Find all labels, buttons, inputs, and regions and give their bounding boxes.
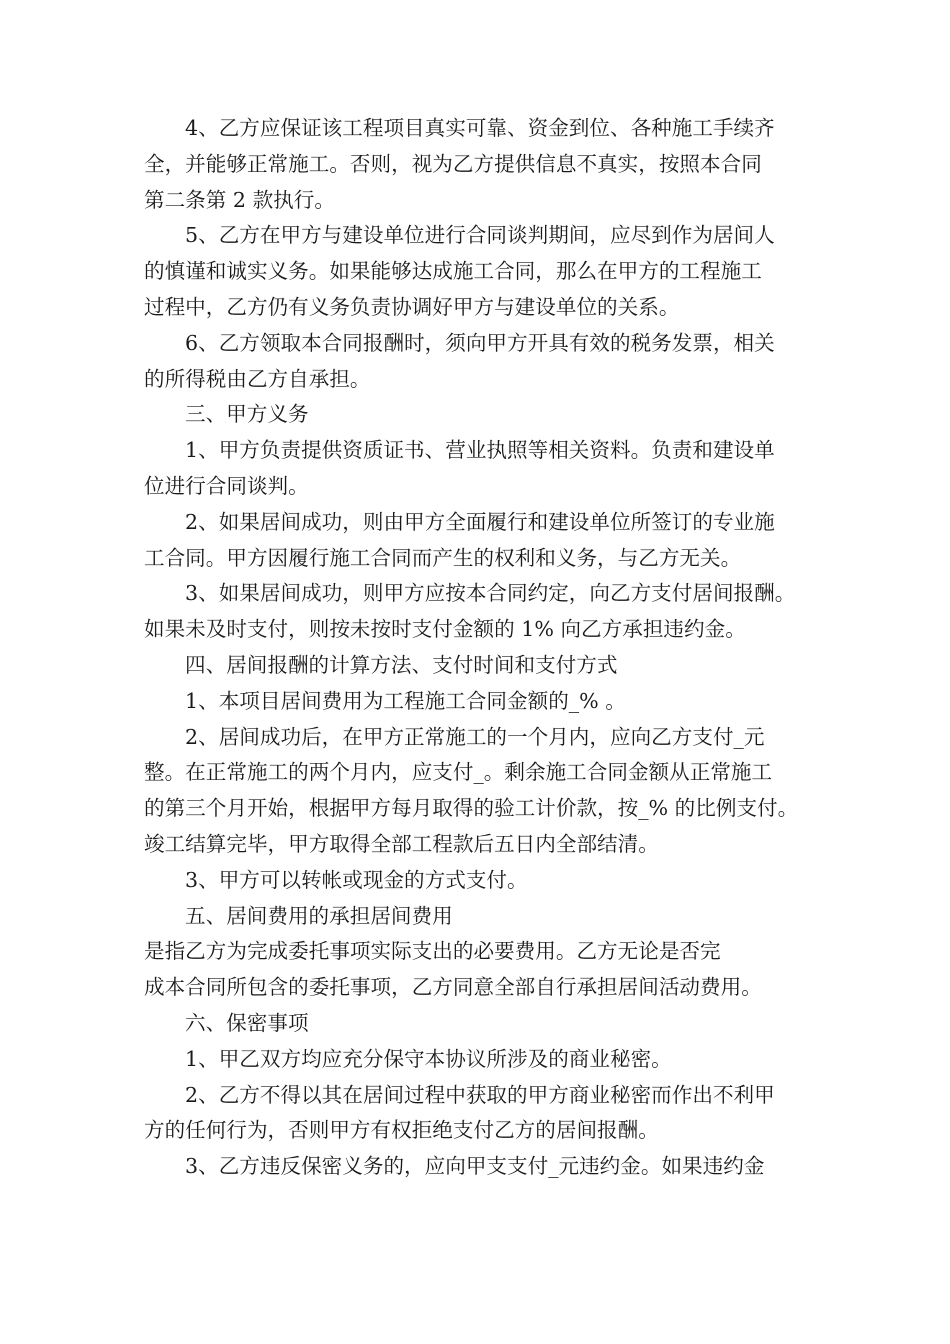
- text-line: 1、本项目居间费用为工程施工合同金额的_% 。: [185, 688, 626, 713]
- text-line: 第二条第 2 款执行。: [144, 187, 335, 212]
- text-line: 六、保密事项: [185, 1010, 309, 1035]
- text-line: 方的任何行为，否则甲方有权拒绝支付乙方的居间报酬。: [144, 1118, 659, 1143]
- text-line: 整。在正常施工的两个月内，应支付_。剩余施工合同金额从正常施工: [144, 760, 773, 785]
- text-line: 的所得税由乙方自承担。: [144, 366, 371, 391]
- text-line: 是指乙方为完成委托事项实际支出的必要费用。乙方无论是否完: [144, 939, 721, 964]
- text-line: 5、乙方在甲方与建设单位进行合同谈判期间，应尽到作为居间人: [185, 223, 775, 248]
- document-body: [144, 111, 808, 1185]
- text-line: 五、居间费用的承担居间费用: [185, 903, 453, 928]
- text-line: 的第三个月开始，根据甲方每月取得的验工计价款，按_% 的比例支付。: [144, 796, 799, 821]
- text-line: 2、乙方不得以其在居间过程中获取的甲方商业秘密而作出不利甲: [185, 1082, 775, 1107]
- text-line: 3、乙方违反保密义务的，应向甲支支付_元违约金。如果违约金: [185, 1154, 765, 1179]
- text-line: 6、乙方领取本合同报酬时，须向甲方开具有效的税务发票，相关: [185, 330, 775, 355]
- text-line: 的慎谨和诚实义务。如果能够达成施工合同，那么在甲方的工程施工: [144, 259, 762, 284]
- text-line: 3、如果居间成功，则甲方应按本合同约定，向乙方支付居间报酬。: [185, 581, 796, 606]
- text-line: 成本合同所包含的委托事项，乙方同意全部自行承担居间活动费用。: [144, 975, 762, 1000]
- text-line: 四、居间报酬的计算方法、支付时间和支付方式: [185, 652, 618, 677]
- text-line: 竣工结算完毕，甲方取得全部工程款后五日内全部结清。: [144, 831, 659, 856]
- text-line: 位进行合同谈判。: [144, 473, 309, 498]
- text-line: 2、如果居间成功，则由甲方全面履行和建设单位所签订的专业施: [185, 509, 775, 534]
- text-line: 三、甲方义务: [185, 402, 309, 427]
- text-line: 2、居间成功后，在甲方正常施工的一个月内，应向乙方支付_元: [185, 724, 765, 749]
- text-line: 如果未及时支付，则按未按时支付金额的 1% 向乙方承担违约金。: [144, 617, 746, 642]
- text-line: 3、甲方可以转帐或现金的方式支付。: [185, 867, 528, 892]
- text-line: 1、甲方负责提供资质证书、营业执照等相关资料。负责和建设单: [185, 438, 775, 463]
- text-line: 4、乙方应保证该工程项目真实可靠、资金到位、各种施工手续齐: [185, 116, 775, 140]
- text-line: 1、甲乙双方均应充分保守本协议所涉及的商业秘密。: [185, 1046, 672, 1071]
- text-line: 过程中，乙方仍有义务负责协调好甲方与建设单位的关系。: [144, 294, 680, 319]
- text-line: 工合同。甲方因履行施工合同而产生的权利和义务，与乙方无关。: [144, 545, 742, 570]
- text-line: 全，并能够正常施工。否则，视为乙方提供信息不真实，按照本合同: [144, 151, 762, 176]
